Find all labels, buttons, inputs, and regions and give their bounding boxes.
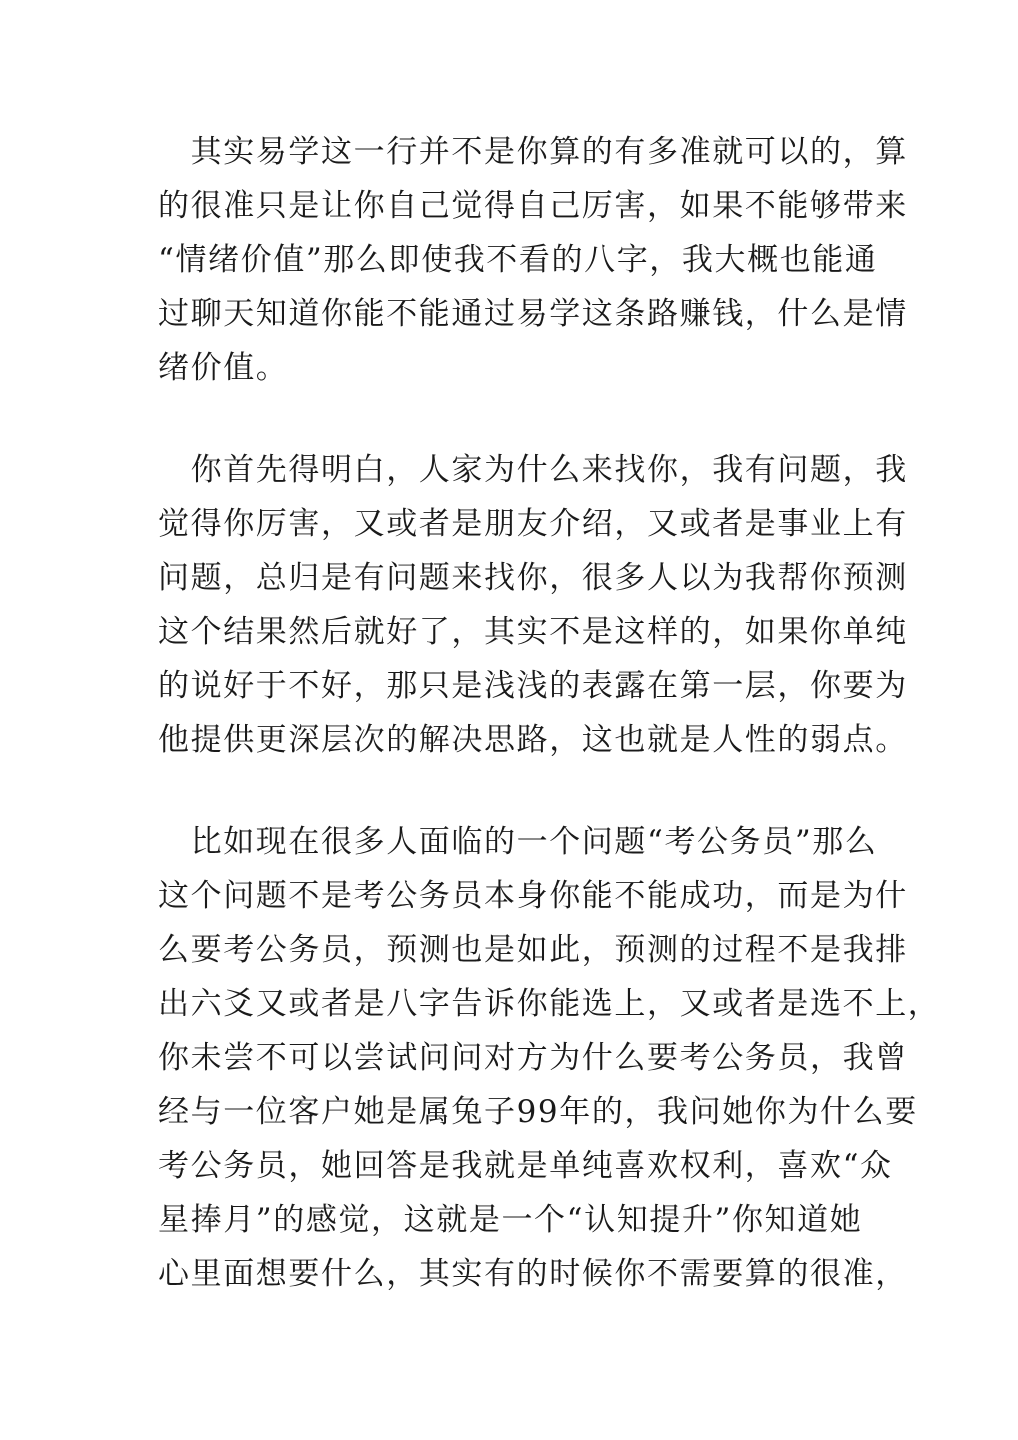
text-line: 其实易学这一行并不是你算的有多准就可以的，算 [158,134,908,170]
text-line: 觉得你厉害，又或者是朋友介绍，又或者是事业上有 [158,506,908,542]
text-line: 这个结果然后就好了，其实不是这样的，如果你单纯 [158,614,908,650]
text-line: 比如现在很多人面临的一个问题“考公务员”那么 [158,824,878,860]
text-line: 过聊天知道你能不能通过易学这条路赚钱，什么是情 [158,296,908,332]
text-line: 绪价值。 [158,350,289,386]
text-line: 的说好于不好，那只是浅浅的表露在第一层，你要为 [158,668,908,704]
text-line: 这个问题不是考公务员本身你能不能成功，而是为什 [158,878,908,914]
text-line: 他提供更深层次的解决思路，这也就是人性的弱点。 [158,722,908,758]
text-line: 你未尝不可以尝试问问对方为什么要考公务员，我曾 [158,1040,908,1076]
paragraph-1 [158,125,908,395]
text-line: 的很准只是让你自己觉得自己厉害，如果不能够带来 [158,188,908,224]
text-line: 心里面想要什么，其实有的时候你不需要算的很准， [158,1256,908,1292]
paragraph-3 [158,815,941,1301]
text-line: 考公务员，她回答是我就是单纯喜欢权利，喜欢“众 [158,1148,893,1184]
paragraph-2 [158,443,908,767]
text-line: 星捧月”的感觉，这就是一个“认知提升”你知道她 [158,1202,863,1238]
text-line: 问题，总归是有问题来找你，很多人以为我帮你预测 [158,560,908,596]
text-line: 经与一位客户她是属兔子99年的，我问她你为什么要 [158,1094,918,1130]
text-line: 出六爻又或者是八字告诉你能选上，又或者是选不上， [158,986,941,1022]
text-line: 么要考公务员，预测也是如此，预测的过程不是我排 [158,932,908,968]
text-line: 你首先得明白，人家为什么来找你，我有问题，我 [158,452,908,488]
text-line: “情绪价值”那么即使我不看的八字，我大概也能通 [158,242,878,278]
